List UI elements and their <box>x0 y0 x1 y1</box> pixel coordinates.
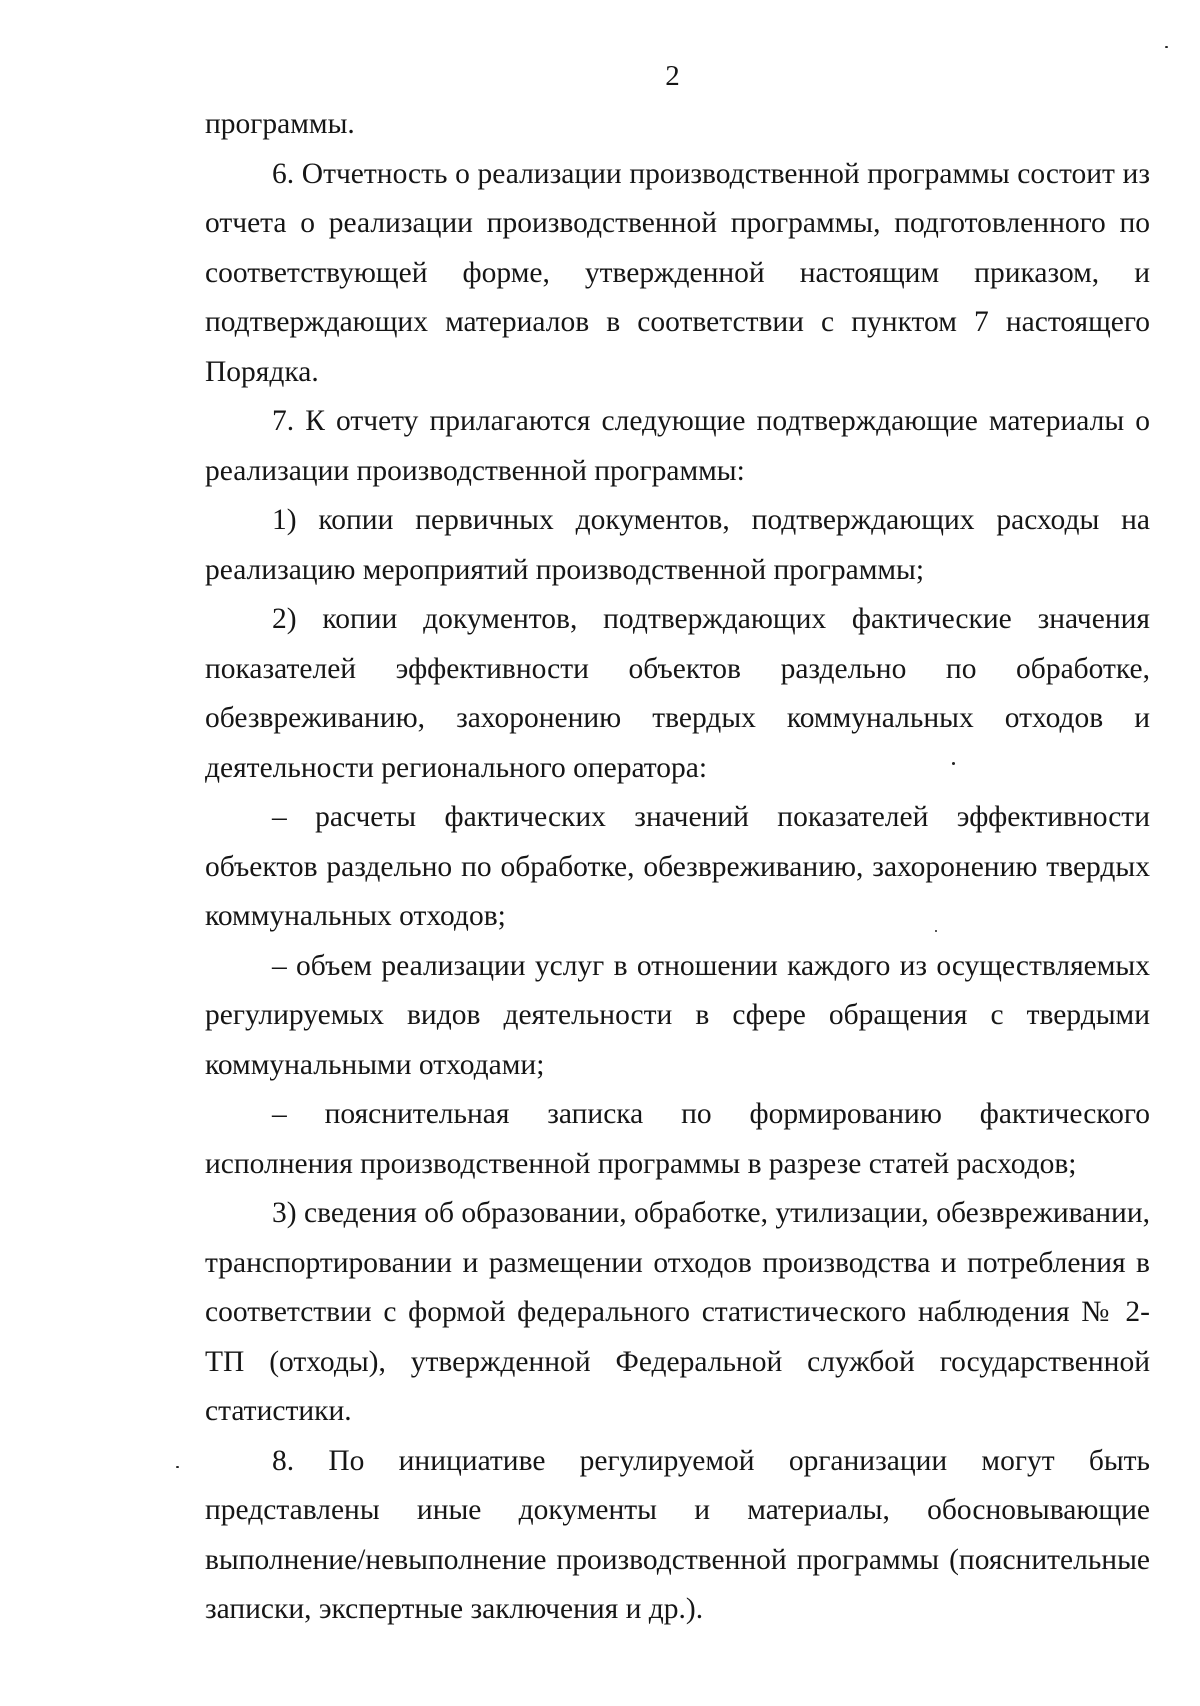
page-number: 2 <box>665 60 680 92</box>
paragraph-continuation: программы. <box>205 108 355 140</box>
paragraph-7-attachments: 7. К отчету прилагаются следующие подтверждающие материалы о реализации производственной программы: <box>205 405 1150 487</box>
list-item-1-primary-documents: 1) копии первичных документов, подтверждающих расходы на реализацию мероприятий производственной программы; <box>205 504 1150 586</box>
paragraph-6-reporting: 6. Отчетность о реализации производственной программы состоит из отчета о реализации производственной программы, подготовленного по соответствующей форме, утвержденной настоящим приказом, и подтверждающих материалов в соответствии с пунктом 7 настоящего Порядка. <box>205 157 1150 388</box>
scan-speck <box>935 930 937 932</box>
dash-item-explanatory-note: – пояснительная записка по формированию фактического исполнения производственной программы в разрезе статей расходов; <box>205 1098 1150 1180</box>
document-body <box>205 100 1150 1635</box>
dash-item-service-volume: – объем реализации услуг в отношении каждого из осуществляемых регулируемых видов деятельности в сфере обращения с твердыми коммунальными отходами; <box>205 949 1150 1081</box>
list-item-3-waste-statistics: 3) сведения об образовании, обработке, утилизации, обезвреживании, транспортировании и размещении отходов производства и потребления в соответствии с формой федерального статистического наблюдения № 2-ТП (отходы), утвержденной Федеральной службой государственной статистики. <box>205 1197 1150 1427</box>
dash-item-calculations: – расчеты фактических значений показателей эффективности объектов раздельно по обработке, обезвреживанию, захоронению твердых коммунальных отходов; <box>205 801 1150 932</box>
list-item-2-efficiency-documents: 2) копии документов, подтверждающих фактические значения показателей эффективности объектов раздельно по обработке, обезвреживанию, захоронению твердых коммунальных отходов и деятельности регионального оператора: <box>205 603 1150 784</box>
paragraph-8-other-documents: 8. По инициативе регулируемой организации могут быть представлены иные документы и материалы, обосновывающие выполнение/невыполнение производственной программы (пояснительные записки, экспертные заключения и др.). <box>205 1444 1150 1625</box>
scan-speck <box>952 762 955 765</box>
scan-speck <box>1165 46 1168 48</box>
scan-speck <box>176 1466 179 1468</box>
